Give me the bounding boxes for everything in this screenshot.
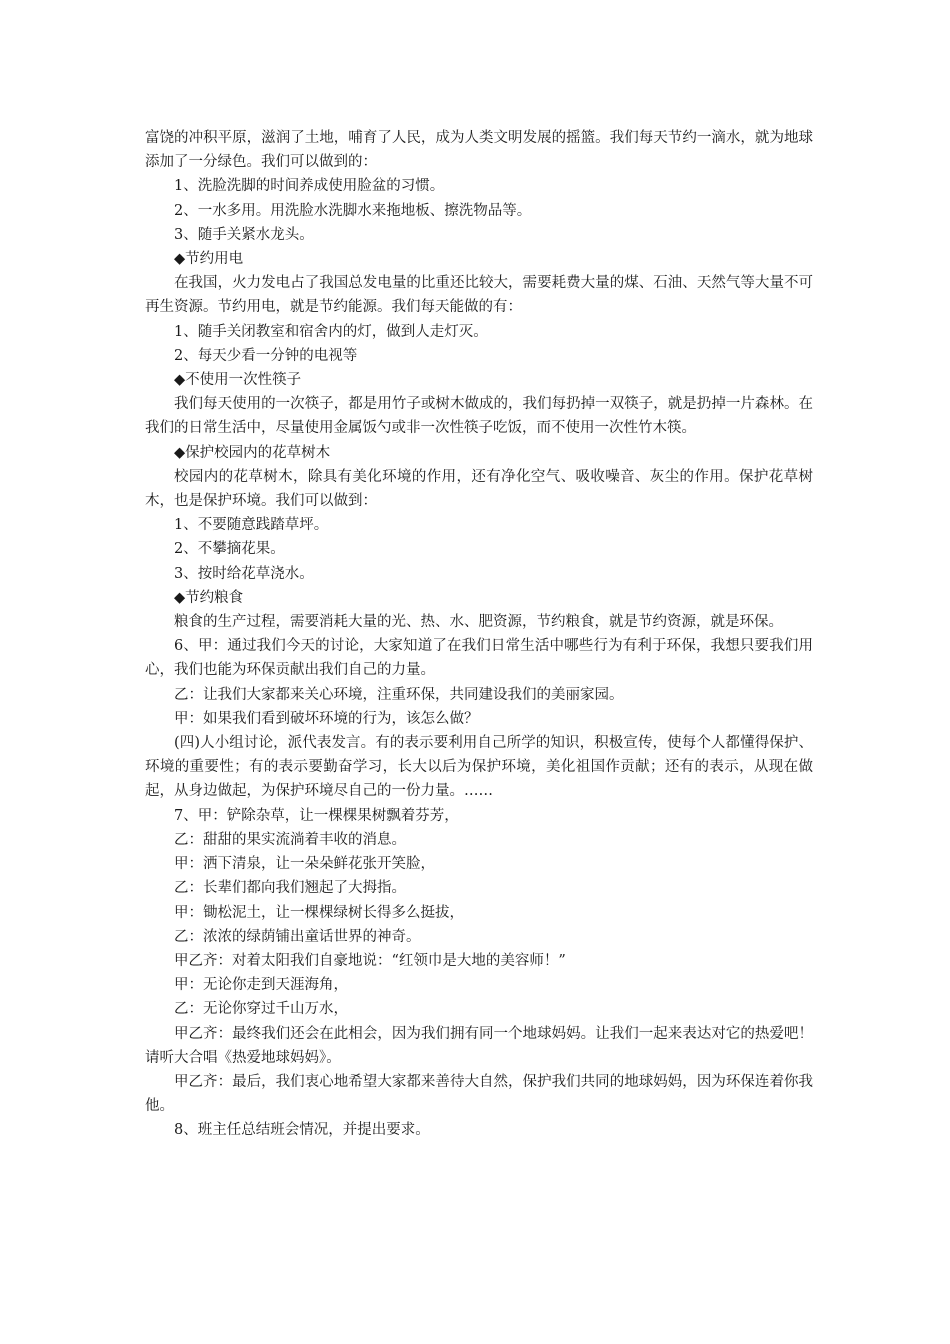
paragraph: 乙：让我们大家都来关心环境，注重环保，共同建设我们的美丽家园。 [174,686,624,703]
paragraph: 1、不要随意践踏草坪。 [174,517,329,534]
paragraph: 甲乙齐：最终我们还会在此相会，因为我们拥有同一个地球妈妈。让我们一起来表达对它的热爱吧！请听大合唱《热爱地球妈妈》。 [145,1025,813,1066]
paragraph: 2、不攀摘花果。 [174,541,285,558]
paragraph: 3、按时给花草浇水。 [174,565,314,582]
paragraph: 6、甲：通过我们今天的讨论，大家知道了在我们日常生活中哪些行为有利于环保，我想只要我们用心，我们也能为环保贡献出我们自己的力量。 [145,638,813,679]
paragraph: 乙：无论你穿过千山万水， [174,1001,348,1018]
paragraph: 甲：如果我们看到破坏环境的行为，该怎么做？ [174,710,479,727]
paragraph: 7、甲：铲除杂草，让一棵棵果树飘着芬芳， [174,807,459,824]
paragraph: ◆不使用一次性筷子 [174,372,302,389]
paragraph: 我们每天使用的一次筷子，都是用竹子或树木做成的，我们每扔掉一双筷子，就是扔掉一片森林。在我们的日常生活中，尽量使用金属饭勺或非一次性筷子吃饭，而不使用一次性竹木筷。 [145,396,813,437]
paragraph: 粮食的生产过程，需要消耗大量的光、热、水、肥资源，节约粮食，就是节约资源，就是环保。 [174,614,783,631]
paragraph: 乙：长辈们都向我们翘起了大拇指。 [174,880,406,897]
paragraph: 乙：甜甜的果实流淌着丰收的消息。 [174,831,406,848]
paragraph: 1、随手关闭教室和宿舍内的灯，做到人走灯灭。 [174,323,488,340]
paragraph: 校园内的花草树木，除具有美化环境的作用，还有净化空气、吸收噪音、灰尘的作用。保护花草树木，也是保护环境。我们可以做到： [145,468,813,510]
paragraph: 3、随手关紧水龙头。 [174,226,314,243]
paragraph: 甲：锄松泥土，让一棵棵绿树长得多么挺拔， [174,904,464,921]
paragraph: ◆节约粮食 [174,589,244,606]
paragraph: 乙：浓浓的绿荫铺出童话世界的神奇。 [174,928,421,945]
paragraph: 甲乙齐：最后，我们衷心地希望大家都来善待大自然，保护我们共同的地球妈妈，因为环保连着你我他。 [145,1073,813,1115]
paragraph: 在我国，火力发电占了我国总发电量的比重还比较大，需要耗费大量的煤、石油、天然气等大量不可再生资源。节约用电，就是节约能源。我们每天能做的有： [145,275,813,316]
paragraph: (四)人小组讨论，派代表发言。有的表示要利用自己所学的知识，积极宣传，使每个人都懂得保护、环境的重要性；有的表示要勤奋学习，长大以后为保护环境，美化祖国作贡献；还有的表示，从现在做起，从身边做起，为保护环境尽自己的一份力量。…… [145,735,813,800]
paragraph: 2、每天少看一分钟的电视等 [174,347,358,364]
document-body [145,126,813,1143]
paragraph: 甲：洒下清泉，让一朵朵鲜花张开笑脸， [174,856,435,873]
paragraph: 8、班主任总结班会情况，并提出要求。 [174,1122,430,1139]
paragraph: 2、一水多用。用洗脸水洗脚水来拖地板、擦洗物品等。 [174,202,532,219]
paragraph: ◆节约用电 [174,251,244,268]
paragraph: ◆保护校园内的花草树木 [174,444,331,461]
paragraph: 甲：无论你走到天涯海角， [174,977,348,994]
paragraph: 1、洗脸洗脚的时间养成使用脸盆的习惯。 [174,178,445,195]
paragraph: 甲乙齐：对着太阳我们自豪地说：“红领巾是大地的美容师！” [174,952,566,969]
paragraph: 富饶的冲积平原，滋润了土地，哺育了人民，成为人类文明发展的摇篮。我们每天节约一滴水，就为地球添加了一分绿色。我们可以做到的： [145,130,813,171]
